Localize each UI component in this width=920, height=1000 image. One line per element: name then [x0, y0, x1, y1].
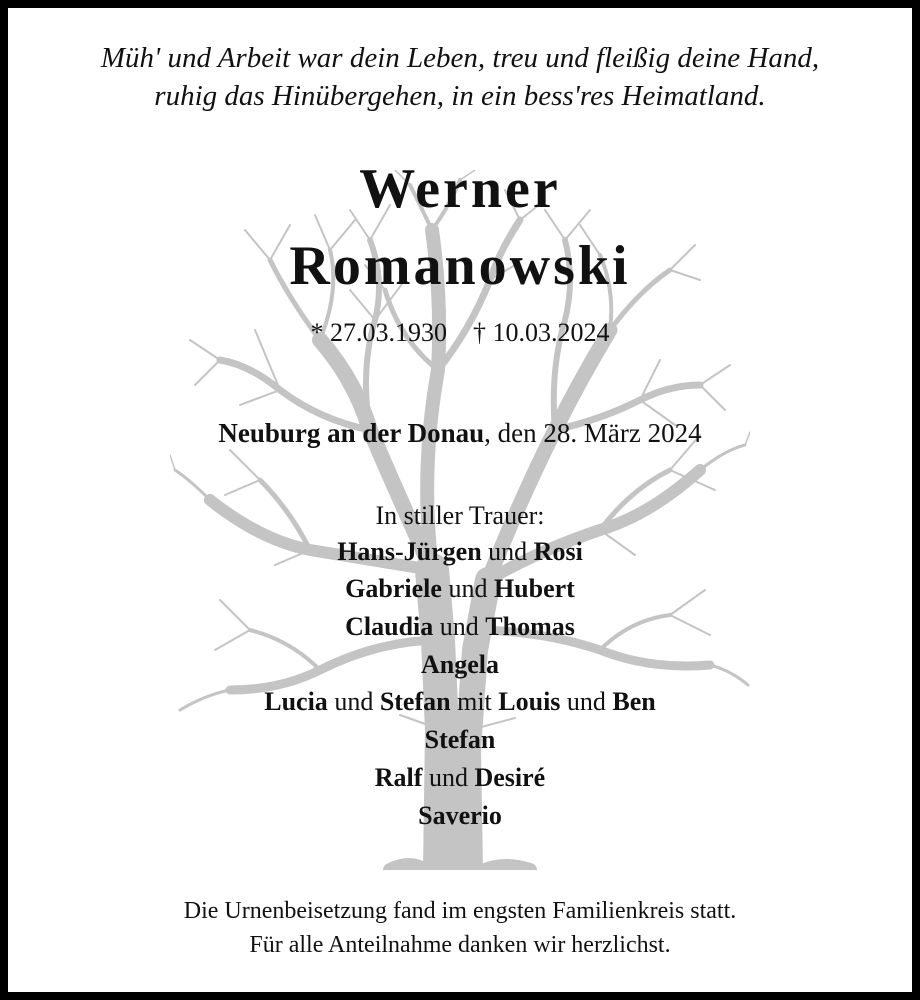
mourner-name: Angela — [421, 650, 499, 679]
connector-text: und — [334, 687, 374, 716]
death-symbol: † — [473, 318, 486, 347]
mourner-line — [0, 800, 920, 832]
connector-text: mit — [457, 687, 492, 716]
connector-text: und — [566, 687, 606, 716]
mourner-name: Louis — [498, 687, 561, 716]
birth-date: 27.03.1930 — [330, 318, 447, 347]
mourner-name: Stefan — [424, 725, 496, 754]
mourners-intro: In stiller Trauer: — [375, 501, 545, 530]
connector-text: und — [448, 574, 488, 603]
connector-text: und — [439, 612, 479, 641]
mourner-line — [0, 724, 920, 756]
connector-text: und — [488, 537, 528, 566]
mourner-name: Hubert — [493, 574, 575, 603]
mourner-name: Stefan — [379, 687, 451, 716]
mourner-name: Gabriele — [345, 574, 442, 603]
mourner-line — [0, 573, 920, 605]
mourner-name: Thomas — [485, 612, 575, 641]
place-name: Neuburg an der Donau — [218, 418, 485, 448]
mourner-line — [0, 611, 920, 643]
birth-symbol: * — [310, 318, 324, 347]
mourner-name: Saverio — [418, 801, 502, 830]
verse-line-1: Müh' und Arbeit war dein Leben, treu und fleißig deine Hand, — [100, 42, 820, 74]
mourner-name: Ben — [612, 687, 656, 716]
closing-line-1: Die Urnenbeisetzung fand im engsten Familienkreis statt. — [183, 898, 737, 924]
deceased-last-name: Romanowski — [289, 235, 631, 297]
mourner-name: Claudia — [345, 612, 434, 641]
mourner-name: Rosi — [533, 537, 583, 566]
mourner-line — [0, 762, 920, 794]
deceased-first-name: Werner — [359, 158, 561, 220]
mourner-line — [0, 649, 920, 681]
life-dates — [0, 318, 920, 348]
mourner-name: Desiré — [474, 763, 546, 792]
death-date: 10.03.2024 — [492, 318, 610, 347]
date-text: , den 28. März 2024 — [484, 418, 702, 448]
mourner-line — [0, 536, 920, 568]
mourner-line — [0, 686, 920, 718]
connector-text: und — [428, 763, 468, 792]
closing-line-2: Für alle Anteilnahme danken wir herzlichst. — [249, 932, 671, 958]
mourner-name: Lucia — [264, 687, 328, 716]
verse-line-2: ruhig das Hinübergehen, in ein bess'res Heimatland. — [154, 80, 766, 112]
mourner-name: Ralf — [374, 763, 423, 792]
place-date — [0, 417, 920, 449]
mourner-name: Hans-Jürgen — [337, 537, 482, 566]
